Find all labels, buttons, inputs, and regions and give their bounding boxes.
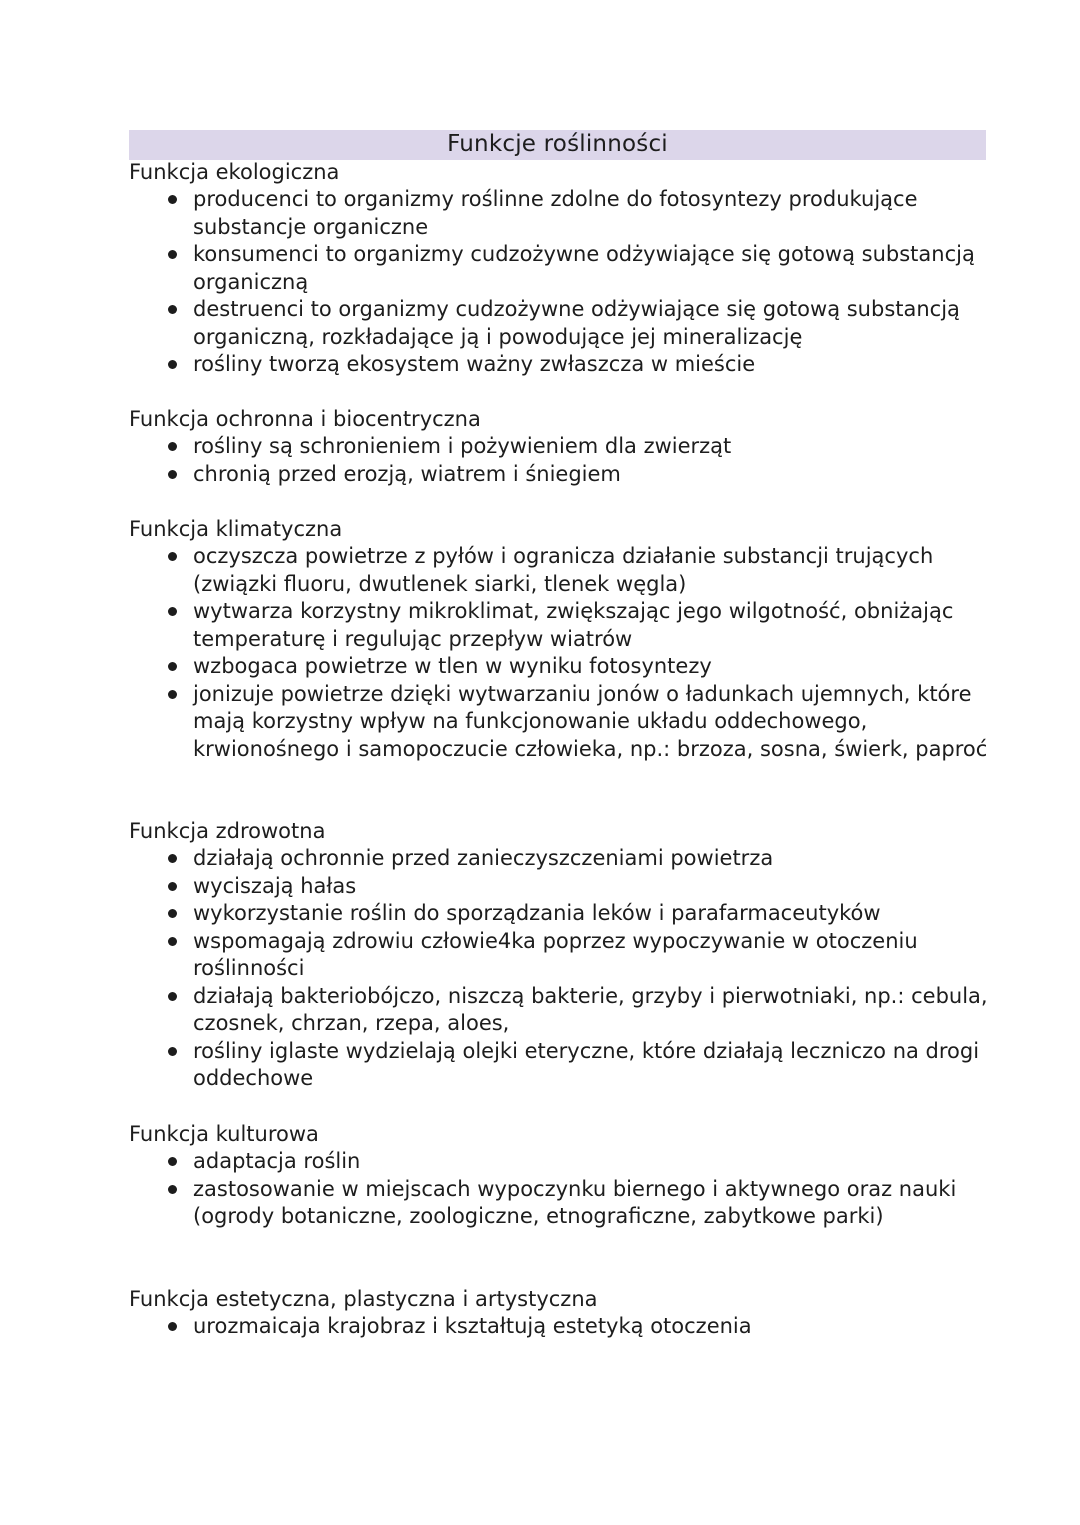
section-heading: Funkcja kulturowa [129, 1122, 319, 1146]
list-item-text: wytwarza korzystny mikroklimat, zwiększając jego wilgotność, obniżając temperaturę i regulując przepływ wiatrów [193, 599, 954, 651]
list-item [129, 598, 993, 653]
list-item [129, 983, 993, 1038]
section-estetyczna [129, 1286, 1009, 1341]
bullet-icon [168, 360, 177, 369]
bullet-icon [168, 690, 177, 699]
bullet-list [129, 1313, 1009, 1341]
list-item-text: zastosowanie w miejscach wypoczynku biernego i aktywnego oraz nauki (ogrody botaniczne, zoologiczne, etnograficzne, zabytkowe parki) [193, 1176, 957, 1228]
bullet-icon [168, 937, 177, 946]
section-heading: Funkcja ochronna i biocentryczna [129, 407, 481, 431]
bullet-icon [168, 195, 177, 204]
bullet-icon [168, 1185, 177, 1194]
list-item-text: rośliny tworzą ekosystem ważny zwłaszcza w mieście [193, 352, 756, 376]
section-zdrowotna [129, 818, 1009, 1093]
bullet-list [129, 543, 1009, 763]
list-item [129, 928, 993, 983]
bullet-icon [168, 909, 177, 918]
list-item-text: producenci to organizmy roślinne zdolne do fotosyntezy produkujące substancje organiczne [193, 187, 918, 239]
list-item-text: konsumenci to organizmy cudzożywne odżywiające się gotową substancją organiczną [193, 242, 975, 294]
bullet-icon [168, 1322, 177, 1331]
list-item [129, 1176, 993, 1231]
list-item [129, 186, 993, 241]
list-item-text: rośliny są schronieniem i pożywieniem dla zwierząt [193, 434, 732, 458]
list-item [129, 461, 993, 489]
list-item [129, 681, 993, 764]
list-item [129, 653, 993, 681]
bullet-icon [168, 305, 177, 314]
bullet-icon [168, 250, 177, 259]
section-heading: Funkcja estetyczna, plastyczna i artystyczna [129, 1287, 598, 1311]
list-item-text: urozmaicaja krajobraz i kształtują estetyką otoczenia [193, 1314, 752, 1338]
list-item [129, 296, 993, 351]
section-ekologiczna [129, 159, 1009, 379]
list-item [129, 1313, 993, 1341]
bullet-icon [168, 992, 177, 1001]
page-title: Funkcje roślinności [447, 131, 668, 157]
list-item-text: wyciszają hałas [193, 873, 357, 898]
bullet-icon [168, 1157, 177, 1166]
bullet-list [129, 845, 1009, 1093]
list-item-text: działają ochronnie przed zanieczyszczeniami powietrza [193, 846, 774, 870]
section-kulturowa [129, 1121, 1009, 1231]
list-item-text: chronią przed erozją, wiatrem i śniegiem [193, 461, 621, 486]
section-klimatyczna [129, 516, 1009, 763]
list-item-text: wzbogaca powietrze w tlen w wyniku fotosyntezy [193, 654, 712, 678]
list-item [129, 543, 993, 598]
list-item-text: wykorzystanie roślin do sporządzania leków i parafarmaceutyków [193, 901, 881, 925]
bullet-list [129, 186, 1009, 379]
bullet-icon [168, 442, 177, 451]
list-item [129, 845, 993, 873]
list-item [129, 1148, 993, 1176]
bullet-icon [168, 854, 177, 863]
list-item [129, 351, 993, 379]
list-item [129, 1038, 993, 1093]
bullet-icon [168, 882, 177, 891]
bullet-list [129, 433, 1009, 488]
list-item [129, 873, 993, 901]
section-ochronna [129, 406, 1009, 488]
bullet-icon [168, 1047, 177, 1056]
list-item [129, 900, 993, 928]
list-item [129, 433, 993, 461]
list-item-text: rośliny iglaste wydzielają olejki eteryczne, które działają leczniczo na drogi oddechowe [193, 1038, 980, 1090]
section-heading: Funkcja klimatyczna [129, 517, 343, 541]
list-item-text: adaptacja roślin [193, 1149, 361, 1173]
list-item-text: oczyszcza powietrze z pyłów i ogranicza działanie substancji trujących (związki fluoru, dwutlenek siarki, tlenek węgla) [193, 544, 934, 596]
section-heading: Funkcja zdrowotna [129, 819, 326, 843]
bullet-icon [168, 662, 177, 671]
bullet-list [129, 1148, 1009, 1231]
bullet-icon [168, 470, 177, 479]
list-item-text: jonizuje powietrze dzięki wytwarzaniu jonów o ładunkach ujemnych, które mają korzystny wpływ na funkcjonowanie układu oddechowego, krwionośnego i samopoczucie człowieka, np.: brzoza, sosna, świerk, paproć [193, 681, 988, 761]
list-item [129, 241, 993, 296]
bullet-icon [168, 607, 177, 616]
section-heading: Funkcja ekologiczna [129, 160, 340, 184]
list-item-text: destruenci to organizmy cudzożywne odżywiające się gotową substancją organiczną, rozkładające ją i powodujące jej mineralizację [193, 297, 960, 349]
list-item-text: wspomagają zdrowiu człowie4ka poprzez wypoczywanie w otoczeniu roślinności [193, 928, 918, 980]
bullet-icon [168, 552, 177, 561]
list-item-text: działają bakteriobójczo, niszczą bakterie, grzyby i pierwotniaki, np.: cebula, czosnek, chrzan, rzepa, aloes, [193, 983, 988, 1035]
